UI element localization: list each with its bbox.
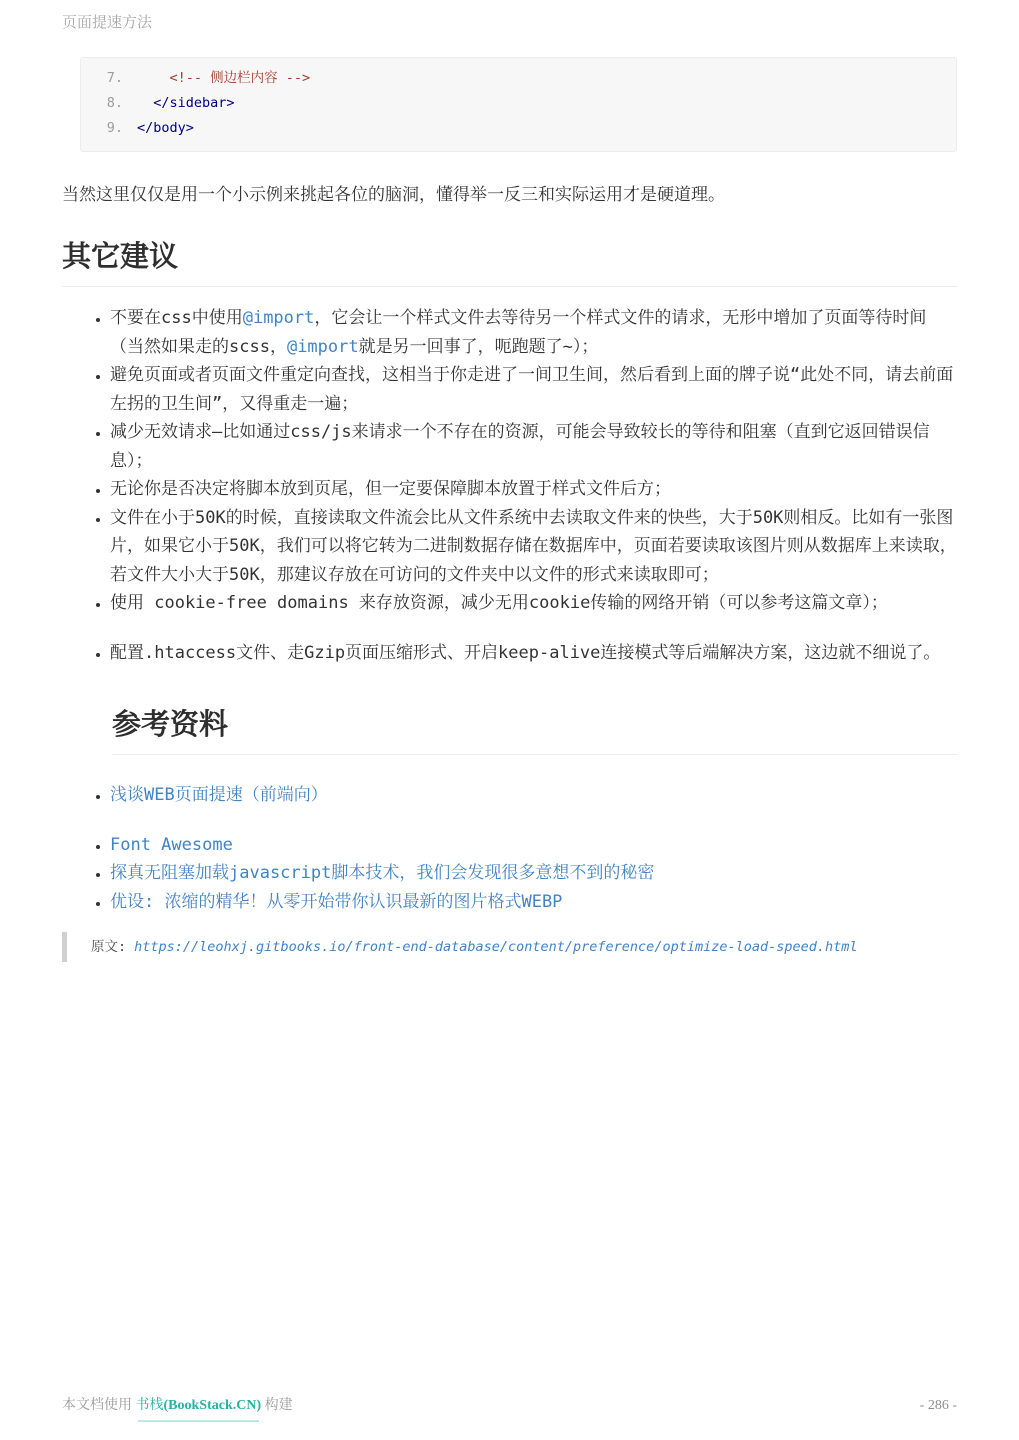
code-tag: </body> bbox=[137, 120, 194, 136]
footer-prefix: 本文档使用 bbox=[62, 1398, 136, 1413]
code-comment: <!-- 侧边栏内容 --> bbox=[137, 70, 311, 86]
code-line bbox=[93, 66, 944, 91]
source-label: 原文: bbox=[91, 939, 127, 955]
text-segment: 使用 cookie-free domains 来存放资源，减少无用cookie传输的网络开销（可以参考这篇文章）； bbox=[110, 593, 888, 613]
text-segment: 配置.htaccess文件、走Gzip页面压缩形式、开启keep-alive连接模式等后端解决方案，这边就不细说了。 bbox=[110, 642, 941, 663]
footer-build-note bbox=[62, 1394, 293, 1414]
footer-suffix: 构建 bbox=[261, 1398, 293, 1413]
running-header-title: 页面提速方法 bbox=[62, 13, 153, 31]
source-url-link[interactable]: https://leohxj.gitbooks.io/front-end-database/content/preference/optimize-load-speed.html bbox=[134, 939, 858, 955]
reference-link[interactable]: 浅谈WEB页面提速（前端向） bbox=[110, 785, 328, 805]
text-segment: 避免页面或者页面文件重定向查找，这相当于你走进了一间卫生间，然后看到上面的牌子说“此处不同，请去前面左拐的卫生间”，又得重走一遍； bbox=[110, 365, 954, 414]
brand-cn: 书栈 bbox=[135, 1398, 164, 1413]
list-item bbox=[110, 504, 957, 590]
list-item bbox=[110, 781, 957, 810]
line-number: 8. bbox=[106, 95, 123, 111]
code-block bbox=[80, 57, 957, 152]
list-item bbox=[110, 589, 957, 618]
code-tag: </sidebar> bbox=[137, 95, 235, 111]
bookstack-link[interactable] bbox=[136, 1398, 262, 1413]
suggestions-list bbox=[62, 304, 957, 667]
list-item bbox=[110, 475, 957, 504]
line-number: 7. bbox=[106, 70, 123, 86]
text-segment: 不要在css中使用 bbox=[110, 308, 243, 328]
source-quote bbox=[62, 932, 957, 962]
text-segment: 就是另一回事了，呃跑题了~）； bbox=[358, 336, 599, 357]
footer bbox=[62, 1394, 957, 1414]
section-heading-other-suggestions: 其它建议 bbox=[62, 239, 957, 287]
reference-link[interactable]: 优设: 浓缩的精华！从零开始带你认识最新的图片格式WEBP bbox=[110, 891, 563, 912]
intro-paragraph: 当然这里仅仅是用一个小示例来挑起各位的脑洞，懂得举一反三和实际运用才是硬道理。 bbox=[62, 185, 725, 205]
code-line bbox=[93, 116, 944, 141]
list-item bbox=[110, 831, 957, 860]
references-list bbox=[62, 781, 957, 916]
list-item bbox=[110, 859, 957, 888]
text-segment: 文件在小于50K的时候，直接读取文件流会比从文件系统中去读取文件来的快些，大于50K则相反。比如有一张图片，如果它小于50K，我们可以将它转为二进制数据存储在数据库中，页面若要读取该图片则从数据库上来读取，若文件大小大于50K，那建议存放在可访问的文件夹中以文件的形式来读取即可； bbox=[110, 507, 957, 585]
list-item bbox=[110, 418, 957, 475]
list-item bbox=[110, 361, 957, 418]
section-heading-references: 参考资料 bbox=[112, 707, 957, 755]
reference-link[interactable]: 探真无阻塞加载javascript脚本技术，我们会发现很多意想不到的秘密 bbox=[110, 863, 655, 883]
list-item bbox=[110, 304, 957, 361]
list-item bbox=[110, 888, 957, 917]
text-segment: 减少无效请求—比如通过css/js来请求一个不存在的资源，可能会导致较长的等待和阻塞（直到它返回错误信息）； bbox=[110, 422, 930, 471]
page-number: - 286 - bbox=[919, 1398, 957, 1413]
code-line bbox=[93, 91, 944, 116]
text-segment: ，它会让一个样式文件去等待另一个样式文件的请求，无形中增加了页面等待时间（当然如果走的scss， bbox=[110, 308, 927, 357]
line-number: 9. bbox=[106, 120, 123, 136]
inline-code-link[interactable]: @import bbox=[286, 336, 359, 357]
list-item bbox=[110, 639, 957, 668]
text-segment: 无论你是否决定将脚本放到页尾，但一定要保障脚本放置于样式文件后方； bbox=[110, 479, 671, 499]
reference-link[interactable]: Font Awesome bbox=[110, 834, 233, 855]
inline-code-link[interactable]: @import bbox=[242, 308, 315, 328]
brand-en: (BookStack.CN) bbox=[163, 1398, 262, 1413]
